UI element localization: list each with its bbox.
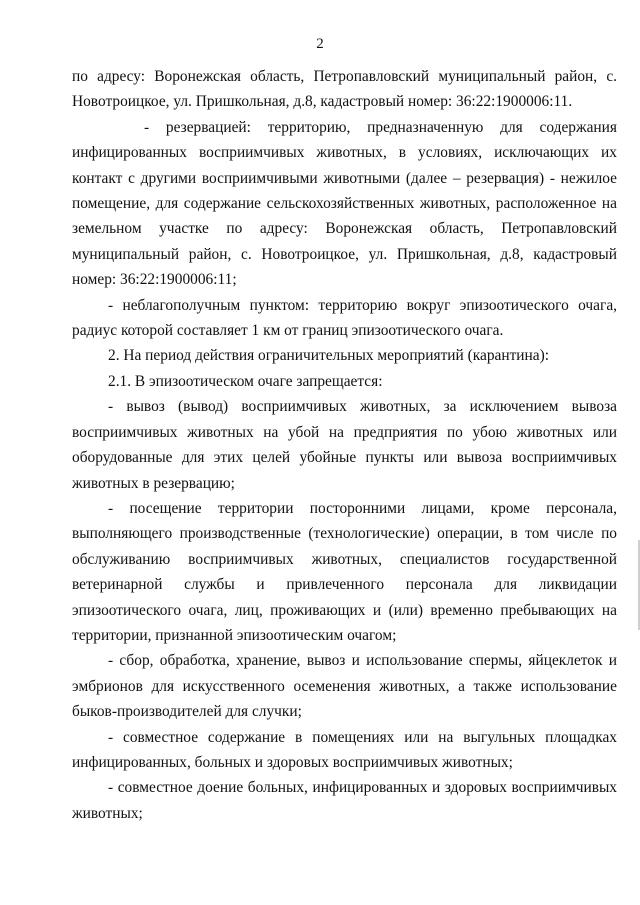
paragraph-address-continuation: по адресу: Воронежская область, Петропавловский муниципальный район, с. Новотроицкое, ул. Пришкольная, д.8, кадастровый номер: 36:22:1900006:11. (72, 68, 617, 111)
list-item-visit-ban: - посещение территории посторонними лицами, кроме персонала, выполняющего производственные (технологические) операции, в том числе по обслуживанию восприимчивых животных, специалистов государственной ветеринарной службы и привлеченного персонала для ликвидации эпизоотического очага, лиц, проживающих и (или) временно пребывающих на территории, признанной эпизоотическим очагом; (72, 499, 617, 644)
paragraph-section-2-heading: 2. На период действия ограничительных мероприятий (карантина): (108, 347, 550, 365)
paragraph-unfavorable-point-definition: - неблагополучным пунктом: территорию вокруг эпизоотического очага, радиус которой составляет 1 км от границ эпизоотического очага. (72, 296, 617, 340)
document-body (72, 64, 617, 826)
list-item-animal-export-ban: - вывоз (вывод) восприимчивых животных, за исключением вывоза восприимчивых животных на убой на предприятия по убою животных или оборудованные для этих целей убойные пункты или вывоза восприимчивых животных в резервацию; (72, 398, 617, 492)
page-number: 2 (316, 36, 324, 52)
paragraph-section-2-1-heading: 2.1. В эпизоотическом очаге запрещается: (108, 372, 383, 390)
list-item-joint-housing-ban: - совместное содержание в помещениях или на выгульных площадках инфицированных, больных и здоровых восприимчивых животных; (72, 728, 617, 771)
paragraph-reservation-definition: - резервацией: территорию, предназначенную для содержания инфицированных восприимчивых животных, в условиях, исключающих их контакт с другими восприимчивыми животными (далее – резервация) - нежилое помещение, для содержание сельскохозяйственных животных, расположенное на земельном участке по адресу: Воронежская область, Петропавловский муниципальный район, с. Новотроицкое, ул. Пришкольная, д.8, кадастровый номер: 36:22:1900006:11; (72, 118, 617, 289)
list-item-joint-milking-ban: - совместное доение больных, инфицированных и здоровых восприимчивых животных; (72, 779, 617, 822)
list-item-semen-collection-ban: - сбор, обработка, хранение, вывоз и использование спермы, яйцеклеток и эмбрионов для искусственного осеменения животных, а также использование быков-производителей для случки; (72, 652, 617, 721)
